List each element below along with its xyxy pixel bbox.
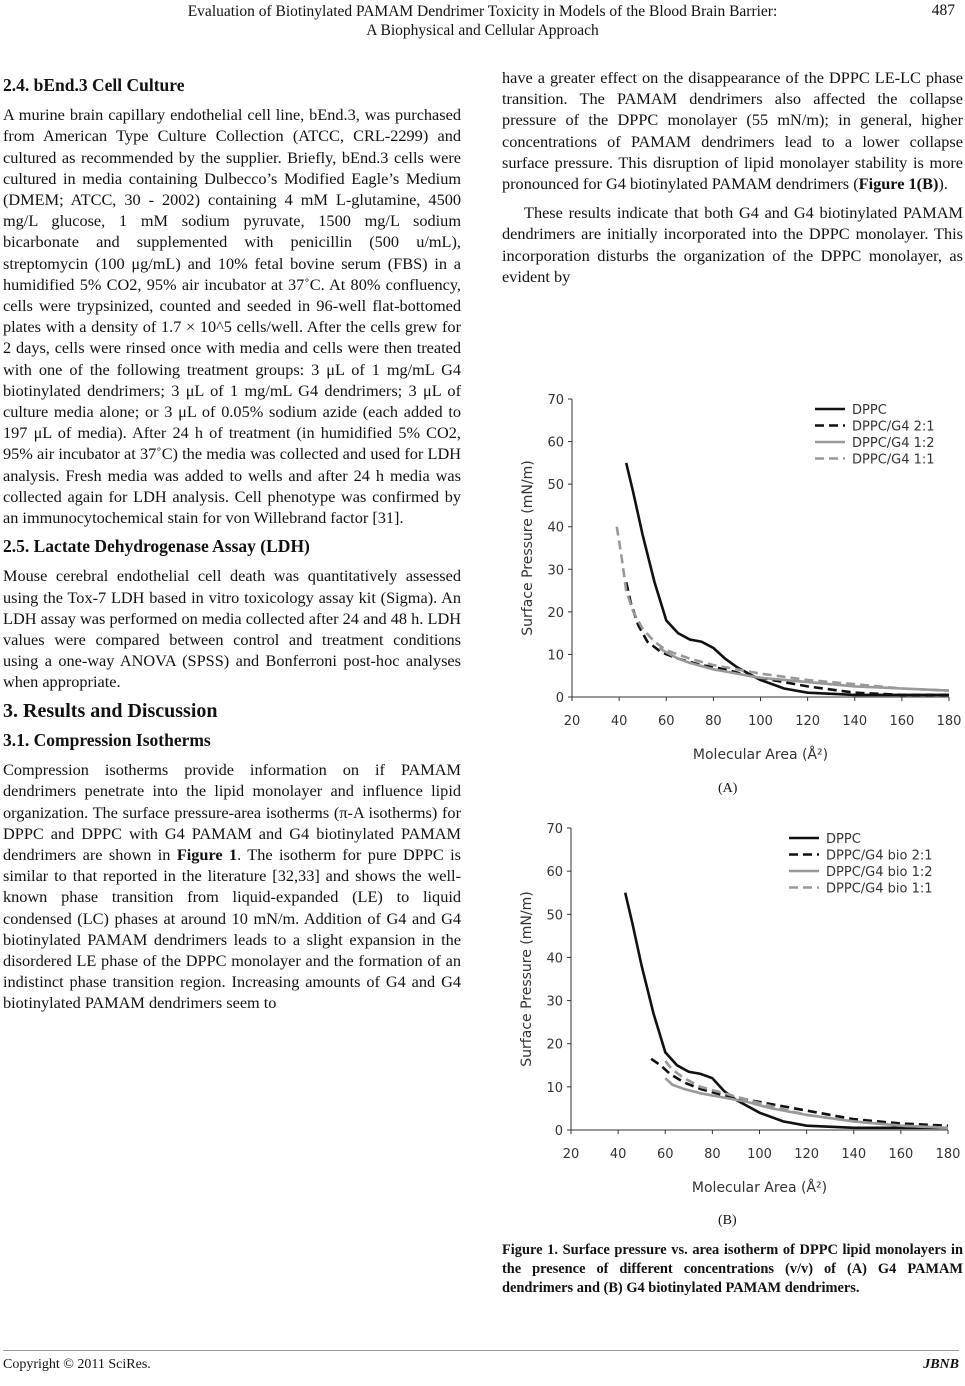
paragraph-text: Compression isotherms provide information on if PAMAM dendrimers penetrate into the lipid monolayer and influence lipid organization. The surface pressure-area isotherms (π-A isotherms) for DPPC and DPPC with G4 PAMAM and G4 biotinylated PAMAM dendrimers are shown in xyxy=(3,760,461,864)
figure-1b-label: (B) xyxy=(718,1213,737,1228)
x-tick-label: 40 xyxy=(610,714,628,729)
footer-journal: JBNB xyxy=(923,1357,959,1372)
y-tick-label: 10 xyxy=(546,1080,563,1096)
section-2-4-paragraph: A murine brain capillary endothelial cell line, bEnd.3, was purchased from American Type Culture Collection (ATCC, CRL-2299) and cultured as recommended by the supplier. Briefly, bEnd.3 cells were cultured in media containing Dulbecco’s Modified Eagle’s Medium (DMEM; ATCC, 30 - 2002) containing 4 mM L-glutamine, 4500 mg/L glucose, 1 mM sodium pyruvate, 1500 mg/L sodium bicarbonate and supplemented with penicillin (500 u/mL), streptomycin (100 μg/mL) and 10% fetal bovine serum (FBS) in a humidified 5% CO2, 95% air incubator at 37˚C. At 80% confluency, cells were trypsinized, counted and seeded in 96-well flat-bottomed plates with a density of 1.7 × 10^5 cells/well. After the cells grew for 2 days, cells were rinsed once with media and cells were then treated with one of the following treatment groups: 3 μL of 1 mg/mL G4 biotinylated dendrimers; 3 μL of 1 mg/mL G4 dendrimers; 3 μL of culture media alone; or 3 μL of 0.05% sodium azide (each added to 197 μL of media). After 24 h of treatment (in humidified 5% CO2, 95% air incubator at 37˚C) the media was collected and used for LDH analysis. Fresh media was added to wells and after 24 h media was collected again for LDH analysis. Cell phenotype was confirmed by an immunocytochemical stain for von Willebrand factor [31]. xyxy=(3,105,461,528)
legend-label-1: DPPC xyxy=(826,832,861,847)
footer-copyright: Copyright © 2011 SciRes. xyxy=(3,1357,151,1372)
x-tick-label: 160 xyxy=(888,1147,914,1162)
x-axis-label: Molecular Area (Å²) xyxy=(691,1180,828,1196)
series-line-3 xyxy=(659,648,949,691)
page-number: 487 xyxy=(931,2,955,19)
x-axis-label: Molecular Area (Å²) xyxy=(692,747,829,763)
x-tick-label: 180 xyxy=(936,714,962,729)
section-2-5-title: 2.5. Lactate Dehydrogenase Assay (LDH) xyxy=(3,536,310,557)
x-tick-label: 120 xyxy=(794,1147,820,1162)
x-tick-label: 20 xyxy=(563,714,581,729)
y-tick-label: 70 xyxy=(547,393,564,408)
section-2-5-paragraph: Mouse cerebral endothelial cell death was quantitatively assessed using the Tox-7 LDH based in vitro toxicology assay kit (Sigma). An LDH assay was performed on media collected after 24 and 48 h. LDH values were compared between control and treatment conditions using a one-way ANOVA (SPSS) and Bonferroni post-hoc analyses when appropriate. xyxy=(3,566,461,692)
x-tick-label: 80 xyxy=(705,714,722,729)
y-tick-label: 30 xyxy=(547,563,564,579)
section-3-1-paragraph xyxy=(3,759,461,1013)
section-3-1-title: 3.1. Compression Isotherms xyxy=(3,729,211,750)
isotherm-chart-a xyxy=(503,385,963,775)
y-tick-label: 10 xyxy=(547,648,564,664)
x-tick-label: 60 xyxy=(656,1147,674,1162)
isotherm-chart-b xyxy=(503,810,963,1210)
y-tick-label: 50 xyxy=(547,478,564,494)
y-tick-label: 30 xyxy=(546,994,563,1010)
legend-label-2: DPPC/G4 2:1 xyxy=(852,419,935,435)
x-tick-label: 20 xyxy=(562,1147,580,1162)
y-axis-label: Surface Pressure (mN/m) xyxy=(519,891,535,1067)
results-paragraph-1 xyxy=(502,67,963,194)
right-column xyxy=(502,67,963,295)
y-tick-label: 40 xyxy=(546,951,563,967)
y-tick-label: 60 xyxy=(547,435,564,451)
paragraph-text: . The isotherm for pure DPPC is similar to that reported in the literature [32,33] and shows the well-known phase transition from liquid-expanded (LE) to liquid condensed (LC) phases at around 10 mN/m. Addition of G4 and G4 biotinylated PAMAM dendrimers leads to a slight expansion in the disordered LE phase of the DPPC monolayer and the formation of an indistinct phase transition region. Increasing amounts of G4 and G4 biotinylated PAMAM dendrimers seem to xyxy=(3,844,461,1013)
figure-1a-label: (A) xyxy=(718,781,738,796)
legend-label-3: DPPC/G4 1:2 xyxy=(852,436,935,451)
y-tick-label: 0 xyxy=(555,691,564,706)
x-tick-label: 60 xyxy=(657,714,675,729)
x-tick-label: 100 xyxy=(748,714,773,729)
results-paragraph-2: These results indicate that both G4 and G4 biotinylated PAMAM dendrimers are initially incorporated into the DPPC monolayer. This incorporation disturbs the organization of the DPPC monolayer, as evident by xyxy=(502,203,963,286)
x-tick-label: 100 xyxy=(747,1147,772,1162)
section-2-4-title: 2.4. bEnd.3 Cell Culture xyxy=(3,75,185,95)
series-line-1 xyxy=(626,463,949,695)
footer-divider xyxy=(3,1350,959,1351)
y-axis-label: Surface Pressure (mN/m) xyxy=(520,460,536,636)
y-tick-label: 60 xyxy=(546,865,563,881)
legend-label-4: DPPC/G4 1:1 xyxy=(852,452,935,468)
x-tick-label: 140 xyxy=(842,714,868,729)
y-tick-label: 0 xyxy=(554,1124,563,1139)
x-tick-label: 180 xyxy=(935,1147,961,1162)
series-line-3 xyxy=(665,1078,948,1128)
legend-label-1: DPPC xyxy=(852,403,887,418)
figure-reference-link[interactable]: Figure 1 xyxy=(176,844,238,864)
left-column xyxy=(3,75,461,1022)
x-tick-label: 40 xyxy=(609,1147,627,1162)
running-header xyxy=(0,2,965,40)
series-line-1 xyxy=(625,893,948,1128)
y-tick-label: 70 xyxy=(546,822,563,837)
y-tick-label: 40 xyxy=(547,520,564,536)
series-line-4 xyxy=(617,527,949,691)
paragraph-text: ). xyxy=(938,174,948,194)
x-tick-label: 120 xyxy=(795,714,821,729)
figure-1a xyxy=(503,385,963,775)
series-line-2 xyxy=(626,582,949,695)
y-tick-label: 20 xyxy=(547,605,564,621)
figure-reference-link[interactable]: Figure 1(B) xyxy=(858,174,939,194)
figure-caption: Figure 1. Surface pressure vs. area isotherm of DPPC lipid monolayers in the presence of different concentrations (v/v) of (A) G4 PAMAM dendrimers and (B) G4 biotinylated PAMAM dendrimers. xyxy=(502,1242,963,1296)
legend-label-4: DPPC/G4 bio 1:1 xyxy=(826,881,933,897)
section-3-title: 3. Results and Discussion xyxy=(3,699,218,722)
figure-1b xyxy=(503,810,963,1210)
running-header-line2: A Biophysical and Cellular Approach xyxy=(366,22,599,39)
running-header-line1: Evaluation of Biotinylated PAMAM Dendrimer Toxicity in Models of the Blood Brain Barrier: xyxy=(187,3,778,20)
x-tick-label: 160 xyxy=(889,714,915,729)
y-tick-label: 50 xyxy=(546,908,563,924)
x-tick-label: 80 xyxy=(704,1147,721,1162)
y-tick-label: 20 xyxy=(546,1037,563,1053)
legend-label-2: DPPC/G4 bio 2:1 xyxy=(826,848,933,864)
legend-label-3: DPPC/G4 bio 1:2 xyxy=(826,865,933,880)
paragraph-text: have a greater effect on the disappearance of the DPPC LE-LC phase transition. The PAMAM dendrimers also affected the collapse pressure of the DPPC monolayer (55 mN/m); in general, higher concentrations of PAMAM dendrimers lead to a lower collapse surface pressure. This disruption of lipid monolayer stability is more pronounced for G4 biotinylated PAMAM dendrimers ( xyxy=(502,68,963,194)
x-tick-label: 140 xyxy=(841,1147,867,1162)
